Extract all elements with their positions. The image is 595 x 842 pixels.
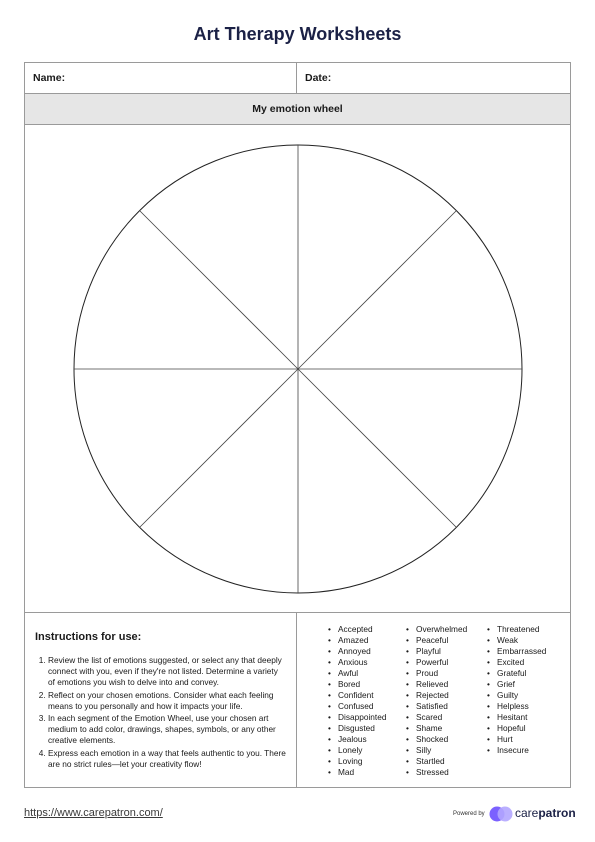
wheel-divider	[298, 211, 456, 369]
emotion-item: • Amazed	[328, 635, 386, 646]
emotion-item: • Hesitant	[487, 712, 546, 723]
page-title: Art Therapy Worksheets	[193, 24, 402, 44]
emotion-item: • Confused	[328, 701, 386, 712]
emotion-item: • Scared	[406, 712, 467, 723]
carepatron-logo-icon	[489, 806, 513, 822]
emotion-item: • Loving	[328, 756, 386, 767]
instruction-step: 1. Review the list of emotions suggested, or select any that deeply connect with you, even if they're not listed. Determine a variety of emotions you wish to delve into and convey.	[48, 655, 286, 689]
instruction-step: 4. Express each emotion in a way that feels authentic to you. There are no strict rules—let your creativity flow!	[48, 748, 286, 770]
emotion-item: • Startled	[406, 756, 467, 767]
emotion-item: • Excited	[487, 657, 546, 668]
carepatron-logo	[489, 804, 576, 824]
instructions-list	[35, 655, 286, 770]
emotion-item: • Jealous	[328, 734, 386, 745]
emotion-item: • Proud	[406, 668, 467, 679]
worksheet	[24, 62, 571, 788]
emotion-item: • Grief	[487, 679, 546, 690]
instructions-heading: Instructions for use:	[35, 631, 142, 643]
emotion-item: • Relieved	[406, 679, 467, 690]
emotion-item: • Playful	[406, 646, 467, 657]
powered-by-label: Powered by	[453, 811, 485, 817]
emotions-column-1	[328, 624, 386, 778]
emotion-item: • Insecure	[487, 745, 546, 756]
instruction-step: 3. In each segment of the Emotion Wheel, use your chosen art medium to add color, drawings, shapes, symbols, or any other creative elements.	[48, 713, 286, 747]
emotion-item: • Bored	[328, 679, 386, 690]
emotion-item: • Anxious	[328, 657, 386, 668]
emotion-item: • Weak	[487, 635, 546, 646]
brand-name-bold: patron	[538, 806, 576, 820]
emotion-item: • Annoyed	[328, 646, 386, 657]
emotion-item: • Rejected	[406, 690, 467, 701]
emotion-item: • Threatened	[487, 624, 546, 635]
emotion-item: • Mad	[328, 767, 386, 778]
instruction-step: 2. Reflect on your chosen emotions. Consider what each feeling means to you personally and how it impacts your life.	[48, 690, 286, 712]
emotion-item: • Accepted	[328, 624, 386, 635]
emotion-item: • Confident	[328, 690, 386, 701]
emotions-column-2	[406, 624, 467, 778]
emotion-item: • Embarrassed	[487, 646, 546, 657]
wheel-divider	[140, 369, 298, 527]
emotions-list-panel	[298, 613, 570, 788]
emotion-item: • Helpless	[487, 701, 546, 712]
emotion-item: • Hopeful	[487, 723, 546, 734]
emotion-item: • Satisfied	[406, 701, 467, 712]
emotion-item: • Grateful	[487, 668, 546, 679]
wheel-heading: My emotion wheel	[25, 94, 570, 125]
brand-name-light: care	[515, 806, 539, 820]
emotion-item: • Stressed	[406, 767, 467, 778]
emotion-item: • Disgusted	[328, 723, 386, 734]
brand-name	[515, 806, 576, 820]
emotion-wheel[interactable]	[25, 125, 570, 612]
emotion-item: • Disappointed	[328, 712, 386, 723]
date-field[interactable]: Date:	[305, 72, 332, 84]
name-field[interactable]: Name:	[25, 63, 297, 93]
emotion-item: • Shame	[406, 723, 467, 734]
wheel-divider	[298, 369, 456, 527]
emotion-item: • Guilty	[487, 690, 546, 701]
emotion-wheel-area[interactable]	[25, 125, 570, 612]
emotion-item: • Shocked	[406, 734, 467, 745]
bottom-section	[25, 612, 570, 788]
info-row	[25, 63, 570, 94]
emotion-item: • Peaceful	[406, 635, 467, 646]
emotion-item: • Silly	[406, 745, 467, 756]
emotion-item: • Lonely	[328, 745, 386, 756]
emotion-item: • Powerful	[406, 657, 467, 668]
emotions-column-3	[487, 624, 546, 756]
instructions-panel	[25, 613, 297, 788]
wheel-divider	[140, 211, 298, 369]
footer-link[interactable]: https://www.carepatron.com/	[24, 807, 163, 819]
emotion-item: • Awful	[328, 668, 386, 679]
emotion-item: • Hurt	[487, 734, 546, 745]
emotion-item: • Overwhelmed	[406, 624, 467, 635]
